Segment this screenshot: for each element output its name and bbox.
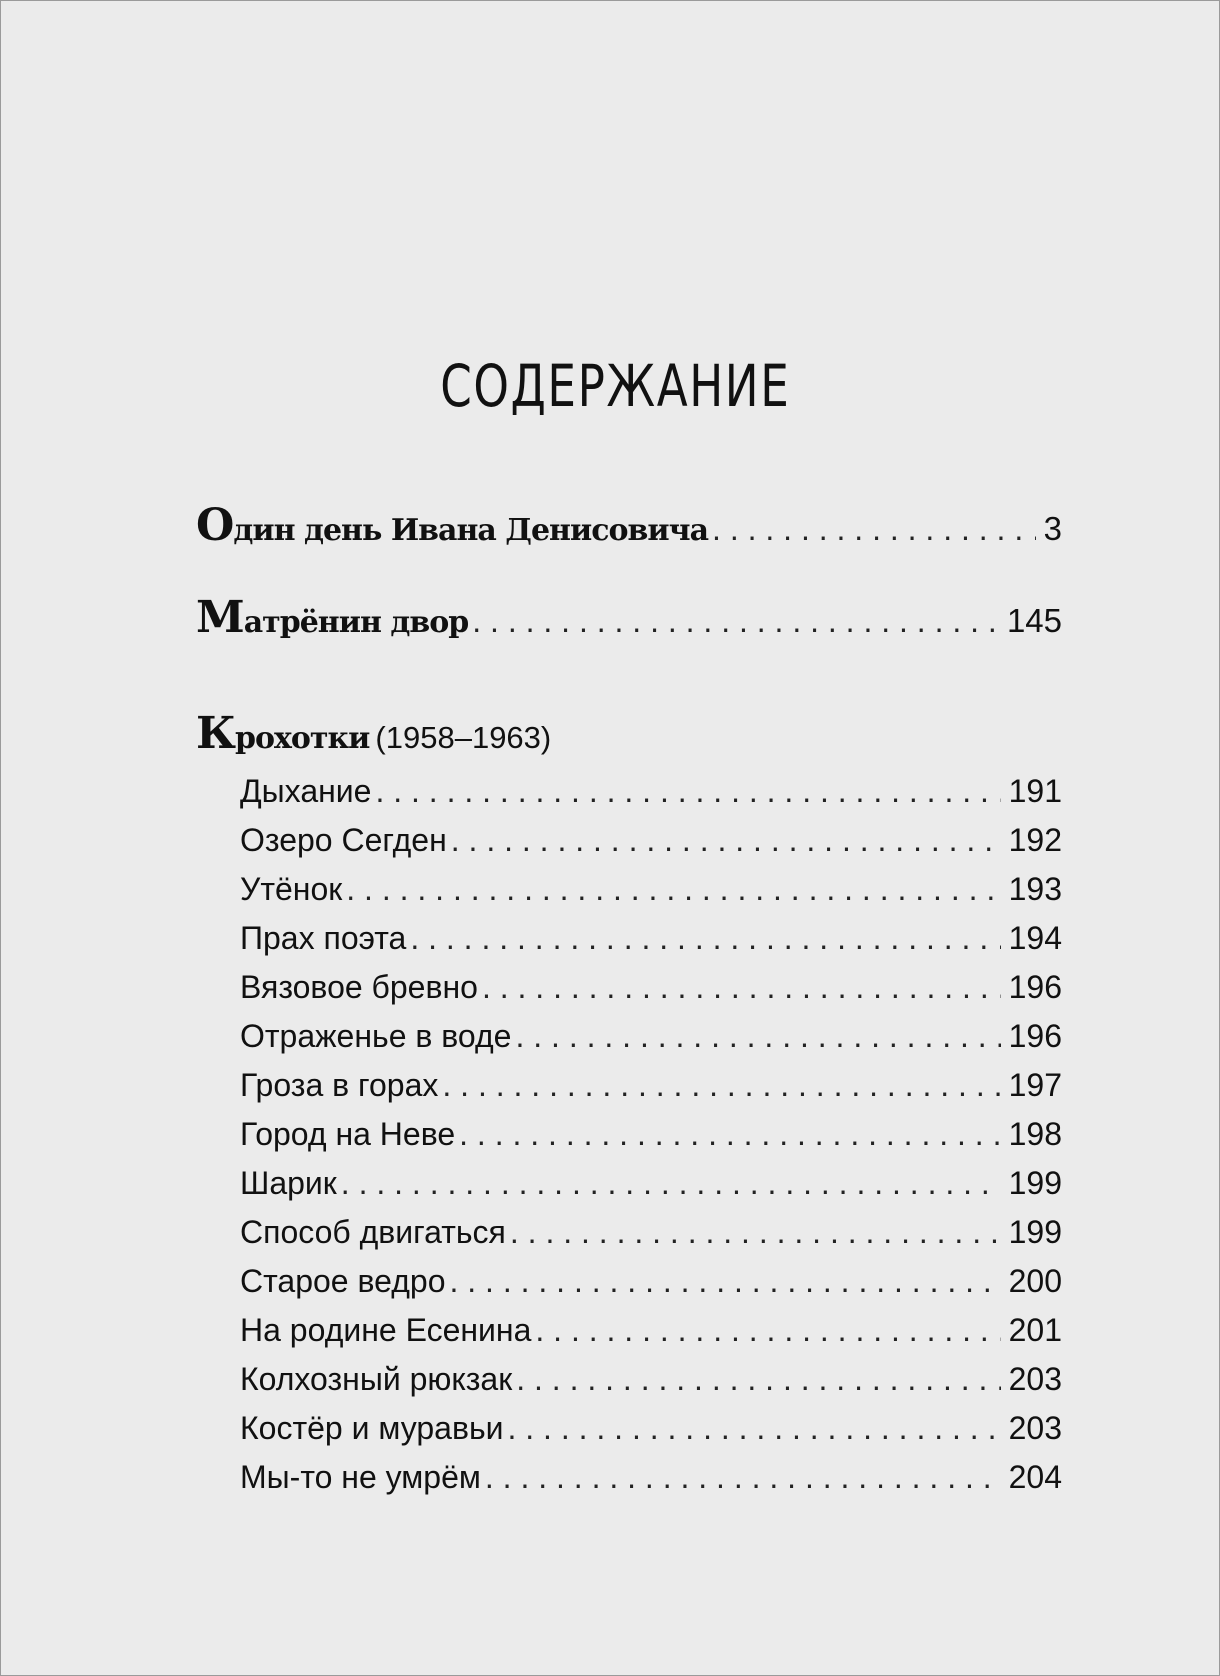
toc-item-title: Утёнок (240, 871, 343, 907)
toc-item-title: Старое ведро (240, 1263, 446, 1299)
toc-item[interactable] (240, 773, 1062, 810)
toc-item[interactable] (240, 1116, 1062, 1153)
toc-item-page: 194 (1008, 920, 1062, 956)
toc-item[interactable] (240, 1018, 1062, 1055)
toc-item-title: Колхозный рюкзак (240, 1361, 513, 1397)
dot-leader (516, 1361, 1000, 1398)
toc-item-title: Прах поэта (240, 920, 407, 956)
dot-leader (375, 773, 1000, 810)
toc-item[interactable] (240, 1361, 1062, 1398)
toc-item-page: 199 (1008, 1165, 1062, 1201)
dot-leader (510, 1214, 1001, 1251)
toc-item-page: 191 (1008, 773, 1062, 809)
toc-entry-one-day[interactable] (196, 500, 1062, 551)
toc-item-page: 196 (1008, 969, 1062, 1005)
toc-entry-matryona[interactable] (196, 592, 1062, 643)
dot-leader (535, 1312, 1000, 1349)
toc-item-title: Дыхание (240, 773, 372, 809)
dot-leader (410, 920, 1000, 957)
section-title: Крохотки (196, 708, 370, 759)
toc-item[interactable] (240, 920, 1062, 957)
toc-item-title: Мы-то не умрём (240, 1459, 481, 1495)
toc-item-title: Город на Неве (240, 1116, 456, 1152)
toc-item[interactable] (240, 871, 1062, 908)
toc-section-krokhotki[interactable] (196, 708, 551, 759)
toc-entry-page: 3 (1043, 510, 1062, 547)
toc-item-page: 201 (1008, 1312, 1062, 1348)
dot-leader (449, 1263, 1000, 1300)
dot-leader (482, 969, 1001, 1006)
toc-item[interactable] (240, 1312, 1062, 1349)
section-years: (1958–1963) (375, 720, 552, 755)
toc-item-page: 192 (1008, 822, 1062, 858)
dot-leader (507, 1410, 1000, 1447)
dot-leader (346, 871, 1000, 908)
toc-item-page: 196 (1008, 1018, 1062, 1054)
toc-item-page: 198 (1008, 1116, 1062, 1152)
toc-item[interactable] (240, 1410, 1062, 1447)
toc-item-title: Озеро Сегден (240, 822, 447, 858)
toc-item-page: 193 (1008, 871, 1062, 907)
dot-leader (472, 603, 999, 640)
toc-item[interactable] (240, 822, 1062, 859)
toc-item-title: Способ двигаться (240, 1214, 506, 1250)
toc-entry-title: Один день Ивана Денисовича (196, 500, 709, 551)
toc-item-title: Гроза в горах (240, 1067, 439, 1103)
toc-entry-title: Матрёнин двор (196, 592, 469, 643)
toc-item[interactable] (240, 1459, 1062, 1496)
dot-leader (341, 1165, 1001, 1202)
toc-item-title: Вязовое бревно (240, 969, 478, 1005)
toc-item-page: 204 (1008, 1459, 1062, 1495)
toc-item[interactable] (240, 1067, 1062, 1104)
toc-item-title: Костёр и муравьи (240, 1410, 504, 1446)
dot-leader (451, 822, 1001, 859)
toc-entry-page: 145 (1006, 602, 1062, 639)
toc-item[interactable] (240, 1165, 1062, 1202)
dot-leader (712, 511, 1036, 548)
dot-leader (515, 1018, 1000, 1055)
toc-item[interactable] (240, 969, 1062, 1006)
toc-item-page: 200 (1008, 1263, 1062, 1299)
dot-leader (442, 1067, 1000, 1104)
toc-item-page: 203 (1008, 1410, 1062, 1446)
dot-leader (485, 1459, 1001, 1496)
toc-item[interactable] (240, 1263, 1062, 1300)
toc-item-page: 199 (1008, 1214, 1062, 1250)
toc-item-title: На родине Есенина (240, 1312, 532, 1348)
toc-item-title: Шарик (240, 1165, 337, 1201)
dot-leader (459, 1116, 1000, 1153)
page-title: СОДЕРЖАНИЕ (440, 352, 791, 420)
toc-item-title: Отраженье в воде (240, 1018, 512, 1054)
toc-item-page: 197 (1008, 1067, 1062, 1103)
toc-item[interactable] (240, 1214, 1062, 1251)
toc-item-page: 203 (1008, 1361, 1062, 1397)
